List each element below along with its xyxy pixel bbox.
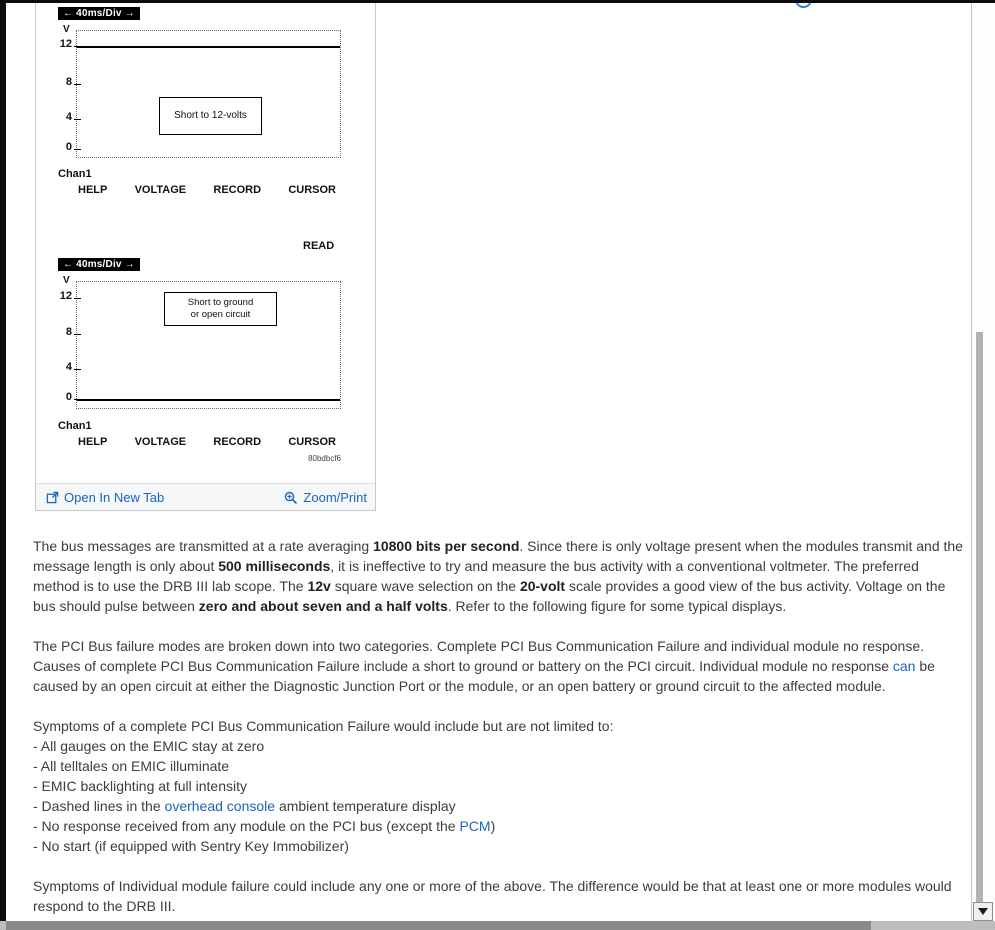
voltage-axis-label: V — [63, 275, 70, 286]
scroll-down-icon — [978, 908, 988, 915]
symptom-item — [33, 756, 966, 776]
vertical-scrollbar-thumb[interactable] — [976, 332, 983, 902]
figure-panel — [35, 0, 376, 511]
signal-trace-0v — [77, 399, 340, 401]
horizontal-scrollbar-thumb[interactable] — [6, 921, 871, 930]
text-segment: , it is ineffective to try and measure the bus activity with a conventional voltmeter. The preferred method is to use the DRB III lab scope. The — [33, 558, 919, 594]
text-segment: . Refer to the following figure for some typical displays. — [447, 598, 787, 614]
text-segment: be caused by an open circuit at either the Diagnostic Junction Port or the module, or an open battery or ground circuit to the affected module. — [33, 658, 935, 694]
annotation-text: Short to 12-volts — [174, 109, 247, 121]
scope-softkey-row — [78, 184, 336, 196]
softkey-label: VOLTAGE — [134, 436, 187, 448]
channel-label: Chan1 — [58, 168, 92, 180]
open-in-new-tab-label: Open In New Tab — [64, 490, 165, 505]
text-segment: 10800 bits per second — [373, 538, 520, 554]
scroll-down-button[interactable] — [973, 902, 993, 921]
symptoms-section — [33, 716, 966, 856]
symptom-item — [33, 816, 966, 836]
horizontal-scrollbar-track[interactable] — [0, 921, 995, 930]
paragraph-bus-messages — [33, 536, 966, 616]
annotation-box — [164, 292, 277, 326]
text-segment: The bus messages are transmitted at a rate averaging — [33, 538, 374, 554]
scope-plot-short-to-12v — [76, 30, 341, 158]
text-segment: - No response received from any module on the PCI bus (except the — [33, 818, 460, 834]
y-tick-label: 8 — [65, 326, 72, 338]
paragraph-failure-modes — [33, 636, 966, 696]
axis-tick — [74, 298, 81, 299]
text-segment: 12v — [307, 578, 331, 594]
inline-link[interactable]: can — [892, 658, 916, 674]
figure-panel-footer — [36, 483, 375, 510]
text-segment: Symptoms of a complete PCI Bus Communication Failure would include but are not limited to: — [33, 718, 614, 734]
text-segment: zero and about seven and a half volts — [198, 598, 448, 614]
text-segment: square wave selection on the — [330, 578, 520, 594]
read-label: READ — [303, 240, 335, 252]
annotation-text: or open circuit — [190, 309, 251, 320]
y-tick-label: 8 — [65, 76, 72, 88]
text-segment: - Dashed lines in the — [33, 798, 165, 814]
paragraph-individual-failure — [33, 876, 966, 916]
text-segment: - All telltales on EMIC illuminate — [33, 758, 230, 774]
text-segment: Symptoms of Individual module failure could include any one or more of the above. The difference would be that at least one or more modules would respond to the DRB III. — [33, 878, 952, 914]
figure-code: 80bdbcf6 — [308, 454, 341, 463]
text-segment: The PCI Bus failure modes are broken down into two categories. Complete PCI Bus Communication Failure and individual module no response. Causes of complete PCI Bus Communication Failure include a short to ground or battery on the PCI circuit. Individual module no response — [33, 638, 925, 674]
scope-softkey-row — [78, 436, 336, 448]
window-top-border — [0, 0, 995, 3]
softkey-label: CURSOR — [288, 436, 336, 448]
window-left-border — [0, 0, 6, 930]
annotation-text: Short to ground — [187, 297, 254, 309]
text-segment: ambient temperature display — [275, 798, 456, 814]
symptoms-intro — [33, 716, 966, 736]
annotation-box — [159, 97, 262, 135]
zoom-print-link[interactable] — [284, 484, 367, 511]
axis-tick — [74, 369, 81, 370]
text-segment: 500 milliseconds — [218, 558, 331, 574]
text-segment: scale provides a good view of the bus activity. Voltage on the bus should pulse between — [33, 578, 946, 614]
y-tick-label: 0 — [65, 391, 72, 403]
softkey-label: RECORD — [213, 436, 262, 448]
magnifier-plus-icon — [284, 491, 298, 505]
channel-label: Chan1 — [58, 420, 92, 432]
softkey-label: CURSOR — [288, 184, 336, 196]
y-tick-label: 4 — [65, 361, 72, 373]
text-segment: 20-volt — [519, 578, 566, 594]
open-in-new-tab-link[interactable] — [46, 484, 164, 511]
softkey-label: HELP — [78, 436, 108, 448]
axis-tick — [74, 119, 81, 120]
zoom-print-label: Zoom/Print — [303, 490, 367, 505]
symptom-item — [33, 736, 966, 756]
axis-tick — [74, 149, 81, 150]
signal-trace-12v — [77, 46, 340, 48]
voltage-axis-label: V — [63, 24, 70, 35]
symptom-item — [33, 796, 966, 816]
text-segment: - EMIC backlighting at full intensity — [33, 778, 247, 794]
text-segment: . Since there is only voltage present when the modules transmit and the message length is only about — [33, 538, 963, 574]
softkey-label: RECORD — [213, 184, 262, 196]
symptom-item — [33, 836, 966, 856]
y-tick-label: 12 — [59, 38, 72, 50]
inline-link[interactable]: PCM — [459, 818, 491, 834]
symptom-item — [33, 776, 966, 796]
open-in-new-icon — [46, 491, 59, 504]
vertical-scrollbar-track[interactable] — [971, 3, 995, 921]
y-tick-label: 0 — [65, 141, 72, 153]
text-segment: - All gauges on the EMIC stay at zero — [33, 738, 265, 754]
softkey-label: VOLTAGE — [134, 184, 187, 196]
time-division-label: ← 40ms/Div → — [58, 258, 140, 271]
text-segment: - No start (if equipped with Sentry Key Immobilizer) — [33, 838, 349, 854]
axis-tick — [74, 84, 81, 85]
article-body — [33, 536, 966, 930]
softkey-label: HELP — [78, 184, 108, 196]
inline-link[interactable]: overhead console — [164, 798, 276, 814]
text-segment: ) — [490, 818, 496, 834]
y-tick-label: 12 — [59, 290, 72, 302]
time-division-label: ← 40ms/Div → — [58, 7, 140, 20]
y-tick-label: 4 — [65, 111, 72, 123]
axis-tick — [74, 334, 81, 335]
